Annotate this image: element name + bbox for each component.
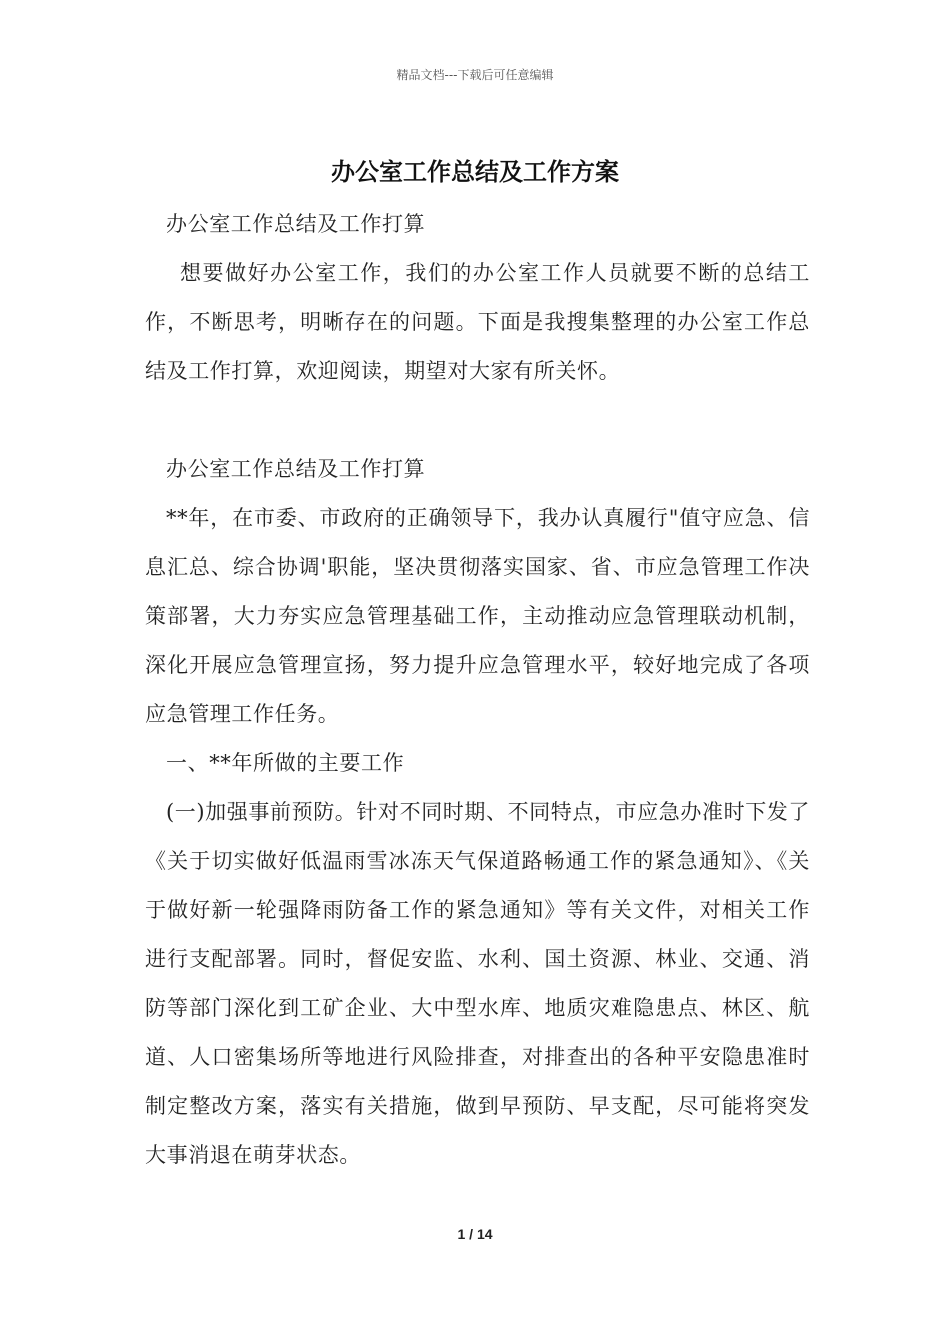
- header-note: 精品文档---下载后可任意编辑: [396, 68, 554, 82]
- section-heading: 办公室工作总结及工作打算: [166, 457, 426, 481]
- body-paragraph: **年，在市委、市政府的正确领导下，我办认真履行"值守应急、信息汇总、综合协调'职能，坚决贯彻落实国家、省、市应急管理工作决策部署，大力夯实应急管理基础工作，主动推动应急管理联动机制，深化开展应急管理宣扬，努力提升应急管理水平，较好地完成了各项应急管理工作任务。: [145, 506, 810, 726]
- document-title: 办公室工作总结及工作方案: [331, 157, 619, 186]
- paragraph-spacer: [145, 396, 810, 445]
- intro-paragraph: 想要做好办公室工作，我们的办公室工作人员就要不断的总结工作，不断思考，明晰存在的问题。下面是我搜集整理的办公室工作总结及工作打算，欢迎阅读，期望对大家有所关怀。: [145, 261, 810, 383]
- page-number: 1 / 14: [457, 1226, 493, 1242]
- document-body: [145, 200, 810, 1180]
- subsection-heading: 一、**年所做的主要工作: [166, 751, 405, 775]
- section-heading: 办公室工作总结及工作打算: [166, 212, 426, 236]
- body-paragraph: (一)加强事前预防。针对不同时期、不同特点，市应急办准时下发了《关于切实做好低温雨雪冰冻天气保道路畅通工作的紧急通知》、《关于做好新一轮强降雨防备工作的紧急通知》等有关文件，对相关工作进行支配部署。同时，督促安监、水利、国土资源、林业、交通、消防等部门深化到工矿企业、大中型水库、地质灾难隐患点、林区、航道、人口密集场所等地进行风险排查，对排查出的各种平安隐患准时制定整改方案，落实有关措施，做到早预防、早支配，尽可能将突发大事消退在萌芽状态。: [145, 800, 810, 1167]
